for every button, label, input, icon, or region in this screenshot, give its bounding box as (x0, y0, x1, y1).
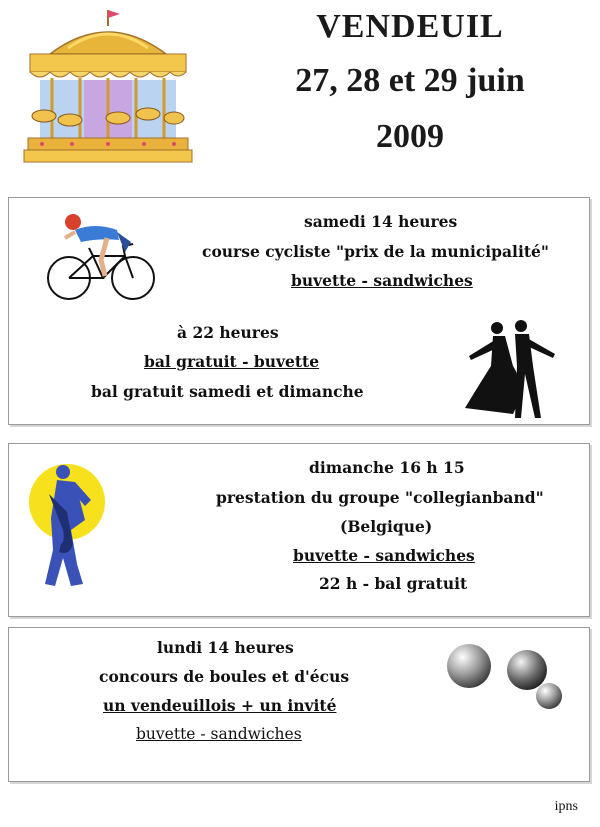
saturday-activity: course cycliste "prix de la municipalité" (202, 242, 549, 261)
monday-teams: un vendeuillois + un invité (103, 696, 337, 715)
saxophone-player-icon (27, 460, 111, 592)
monday-section (8, 627, 590, 782)
sunday-activity: prestation du groupe "collegianband" (216, 488, 544, 507)
saturday-note: bal gratuit samedi et dimanche (91, 382, 364, 401)
saturday-time: samedi 14 heures (304, 212, 458, 231)
footer-mark: ipns (554, 799, 578, 814)
dancing-couple-icon (457, 318, 563, 424)
saturday-evening-time: à 22 heures (177, 323, 279, 342)
carousel-icon (22, 8, 194, 168)
sunday-refreshments: buvette - sandwiches (293, 546, 475, 565)
sunday-section (8, 443, 590, 617)
sunday-origin: (Belgique) (340, 517, 433, 536)
town-title: VENDEUIL (316, 8, 504, 45)
saturday-section (8, 197, 590, 425)
sunday-time: dimanche 16 h 15 (309, 458, 465, 477)
saturday-refreshments: buvette - sandwiches (291, 271, 473, 290)
saturday-evening-activity: bal gratuit - buvette (144, 352, 320, 371)
event-dates: 27, 28 et 29 juin (295, 62, 525, 99)
monday-refreshments: buvette - sandwiches (136, 725, 302, 743)
petanque-balls-icon (441, 640, 577, 716)
monday-activity: concours de boules et d'écus (99, 667, 350, 686)
sunday-evening: 22 h - bal gratuit (319, 574, 468, 593)
event-year: 2009 (376, 118, 444, 155)
cyclist-icon (45, 208, 157, 303)
monday-time: lundi 14 heures (157, 638, 294, 657)
